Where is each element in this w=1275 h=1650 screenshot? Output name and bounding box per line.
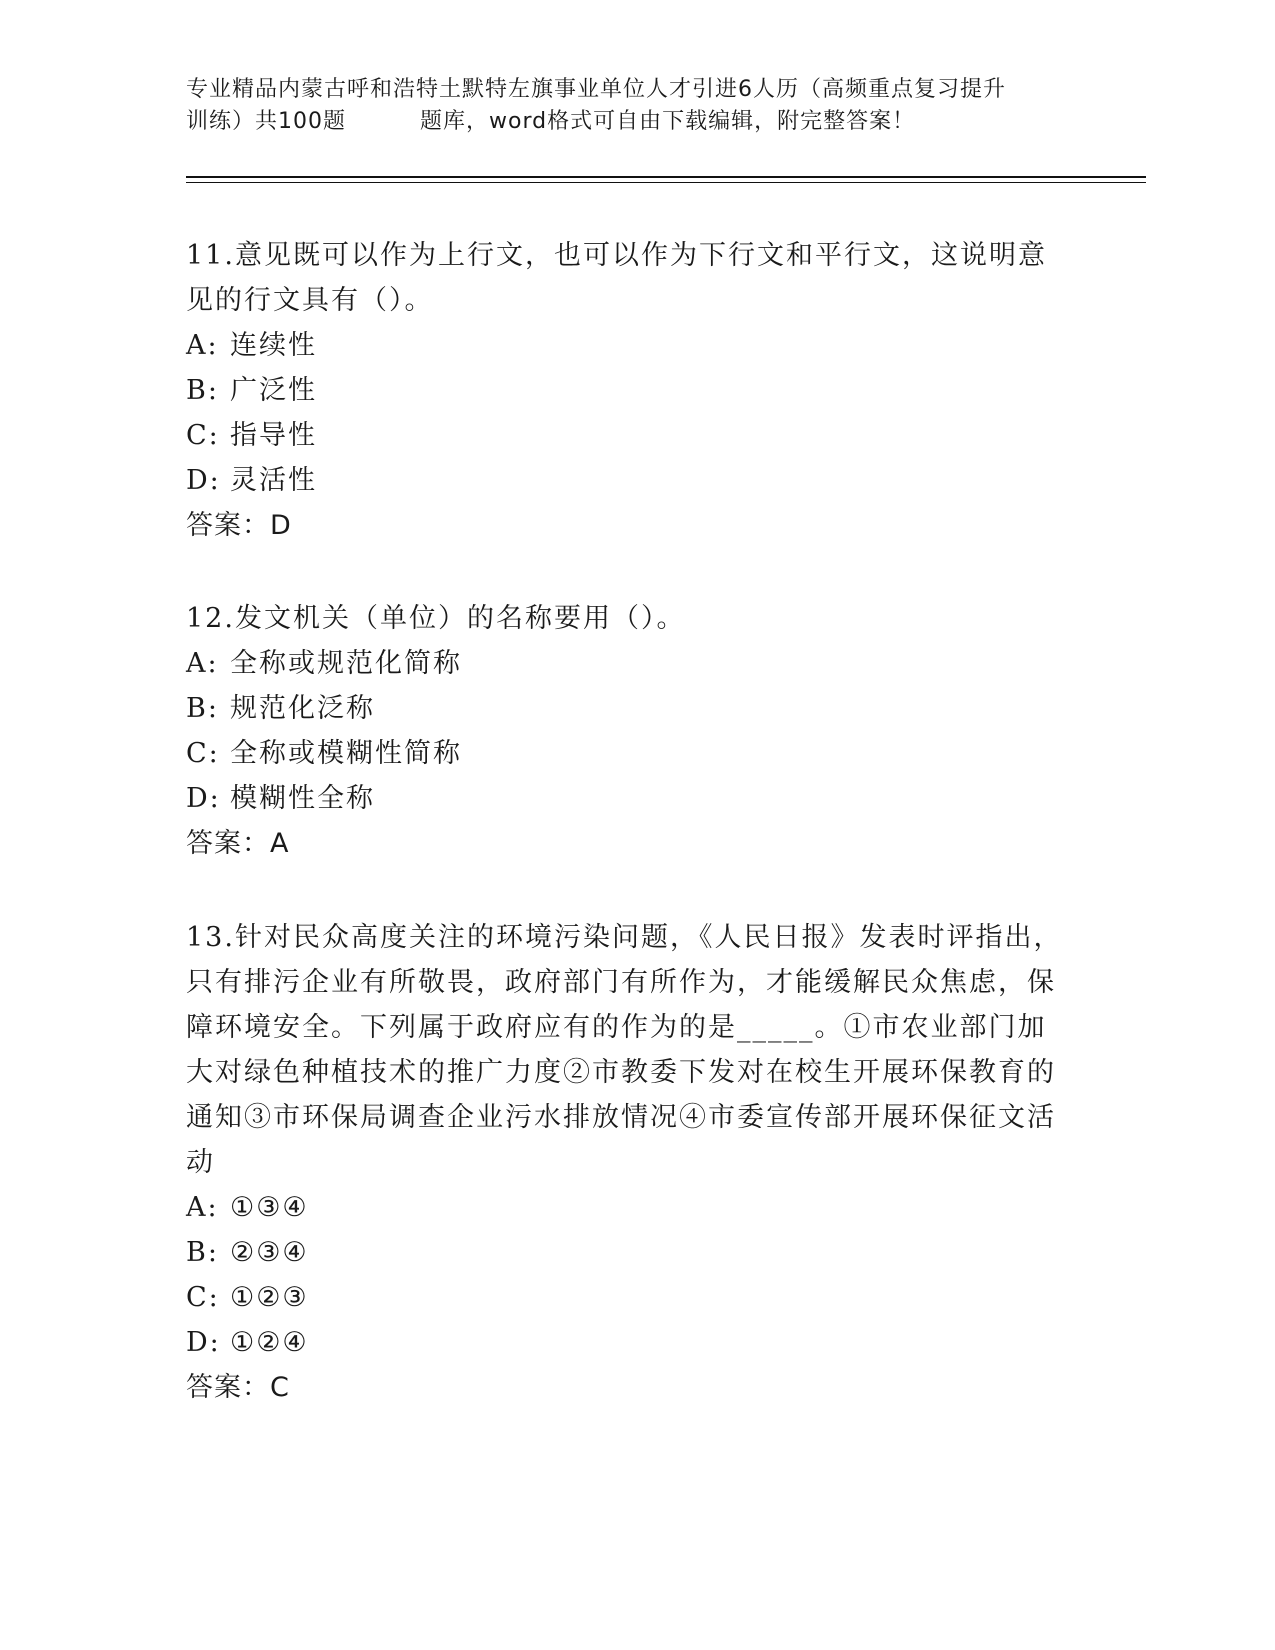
option-b	[186, 368, 1066, 413]
question-stem: 13.针对民众高度关注的环境污染问题，《人民日报》发表时评指出，只有排污企业有所敬畏，政府部门有所作为，才能缓解民众焦虑，保障环境安全。下列属于政府应有的作为的是_____。①市农业部门加大对绿色种植技术的推广力度②市教委下发对在校生开展环保教育的通知③市环保局调查企业污水排放情况④市委宣传部开展环保征文活动	[186, 922, 1063, 1178]
document-header	[186, 74, 1086, 138]
option-key: A:	[186, 648, 219, 679]
option-text: 灵活性	[230, 465, 317, 496]
option-key: A:	[186, 1192, 219, 1223]
question-12	[186, 596, 1066, 866]
option-c	[186, 413, 1066, 458]
option-b	[186, 686, 1066, 731]
option-d	[186, 458, 1066, 503]
header-title-line2-part2: 题库，word格式可自由下载编辑，附完整答案！	[420, 109, 916, 134]
header-title-line1: 专业精品内蒙古呼和浩特土默特左旗事业单位人才引进6人历（高频重点复习提升	[186, 77, 1006, 102]
option-text: 连续性	[230, 330, 317, 361]
question-13	[186, 915, 1066, 1410]
option-key: B:	[186, 375, 219, 406]
option-key: D:	[186, 783, 221, 814]
header-title-line2	[186, 106, 1086, 138]
option-a	[186, 1185, 1066, 1230]
option-text: 指导性	[230, 420, 317, 451]
question-11	[186, 233, 1066, 548]
option-key: C:	[186, 738, 220, 769]
option-key: A:	[186, 330, 219, 361]
option-c	[186, 731, 1066, 776]
option-text: ②③④	[230, 1237, 309, 1268]
option-text: 广泛性	[230, 375, 317, 406]
header-divider-thick	[186, 176, 1146, 178]
option-key: B:	[186, 693, 219, 724]
option-d	[186, 1320, 1066, 1365]
option-text: 全称或模糊性简称	[230, 738, 462, 769]
question-stem: 12.发文机关（单位）的名称要用（）。	[186, 603, 686, 634]
header-title-line2-part1: 训练）共100题	[186, 109, 346, 134]
answer-line: 答案：C	[186, 1372, 290, 1403]
option-text: ①③④	[230, 1192, 309, 1223]
answer-line: 答案：A	[186, 828, 290, 859]
option-key: D:	[186, 1327, 221, 1358]
answer-line: 答案：D	[186, 510, 292, 541]
option-key: B:	[186, 1237, 219, 1268]
option-text: 全称或规范化简称	[230, 648, 462, 679]
option-text: 模糊性全称	[230, 783, 375, 814]
option-key: C:	[186, 420, 220, 451]
option-a	[186, 641, 1066, 686]
option-key: C:	[186, 1282, 220, 1313]
header-divider-thin	[186, 182, 1146, 183]
option-key: D:	[186, 465, 221, 496]
option-c	[186, 1275, 1066, 1320]
option-a	[186, 323, 1066, 368]
option-text: 规范化泛称	[230, 693, 375, 724]
question-stem: 11.意见既可以作为上行文，也可以作为下行文和平行文，这说明意见的行文具有（）。	[186, 240, 1047, 316]
option-text: ①②③	[230, 1282, 309, 1313]
option-d	[186, 776, 1066, 821]
option-b	[186, 1230, 1066, 1275]
option-text: ①②④	[230, 1327, 309, 1358]
